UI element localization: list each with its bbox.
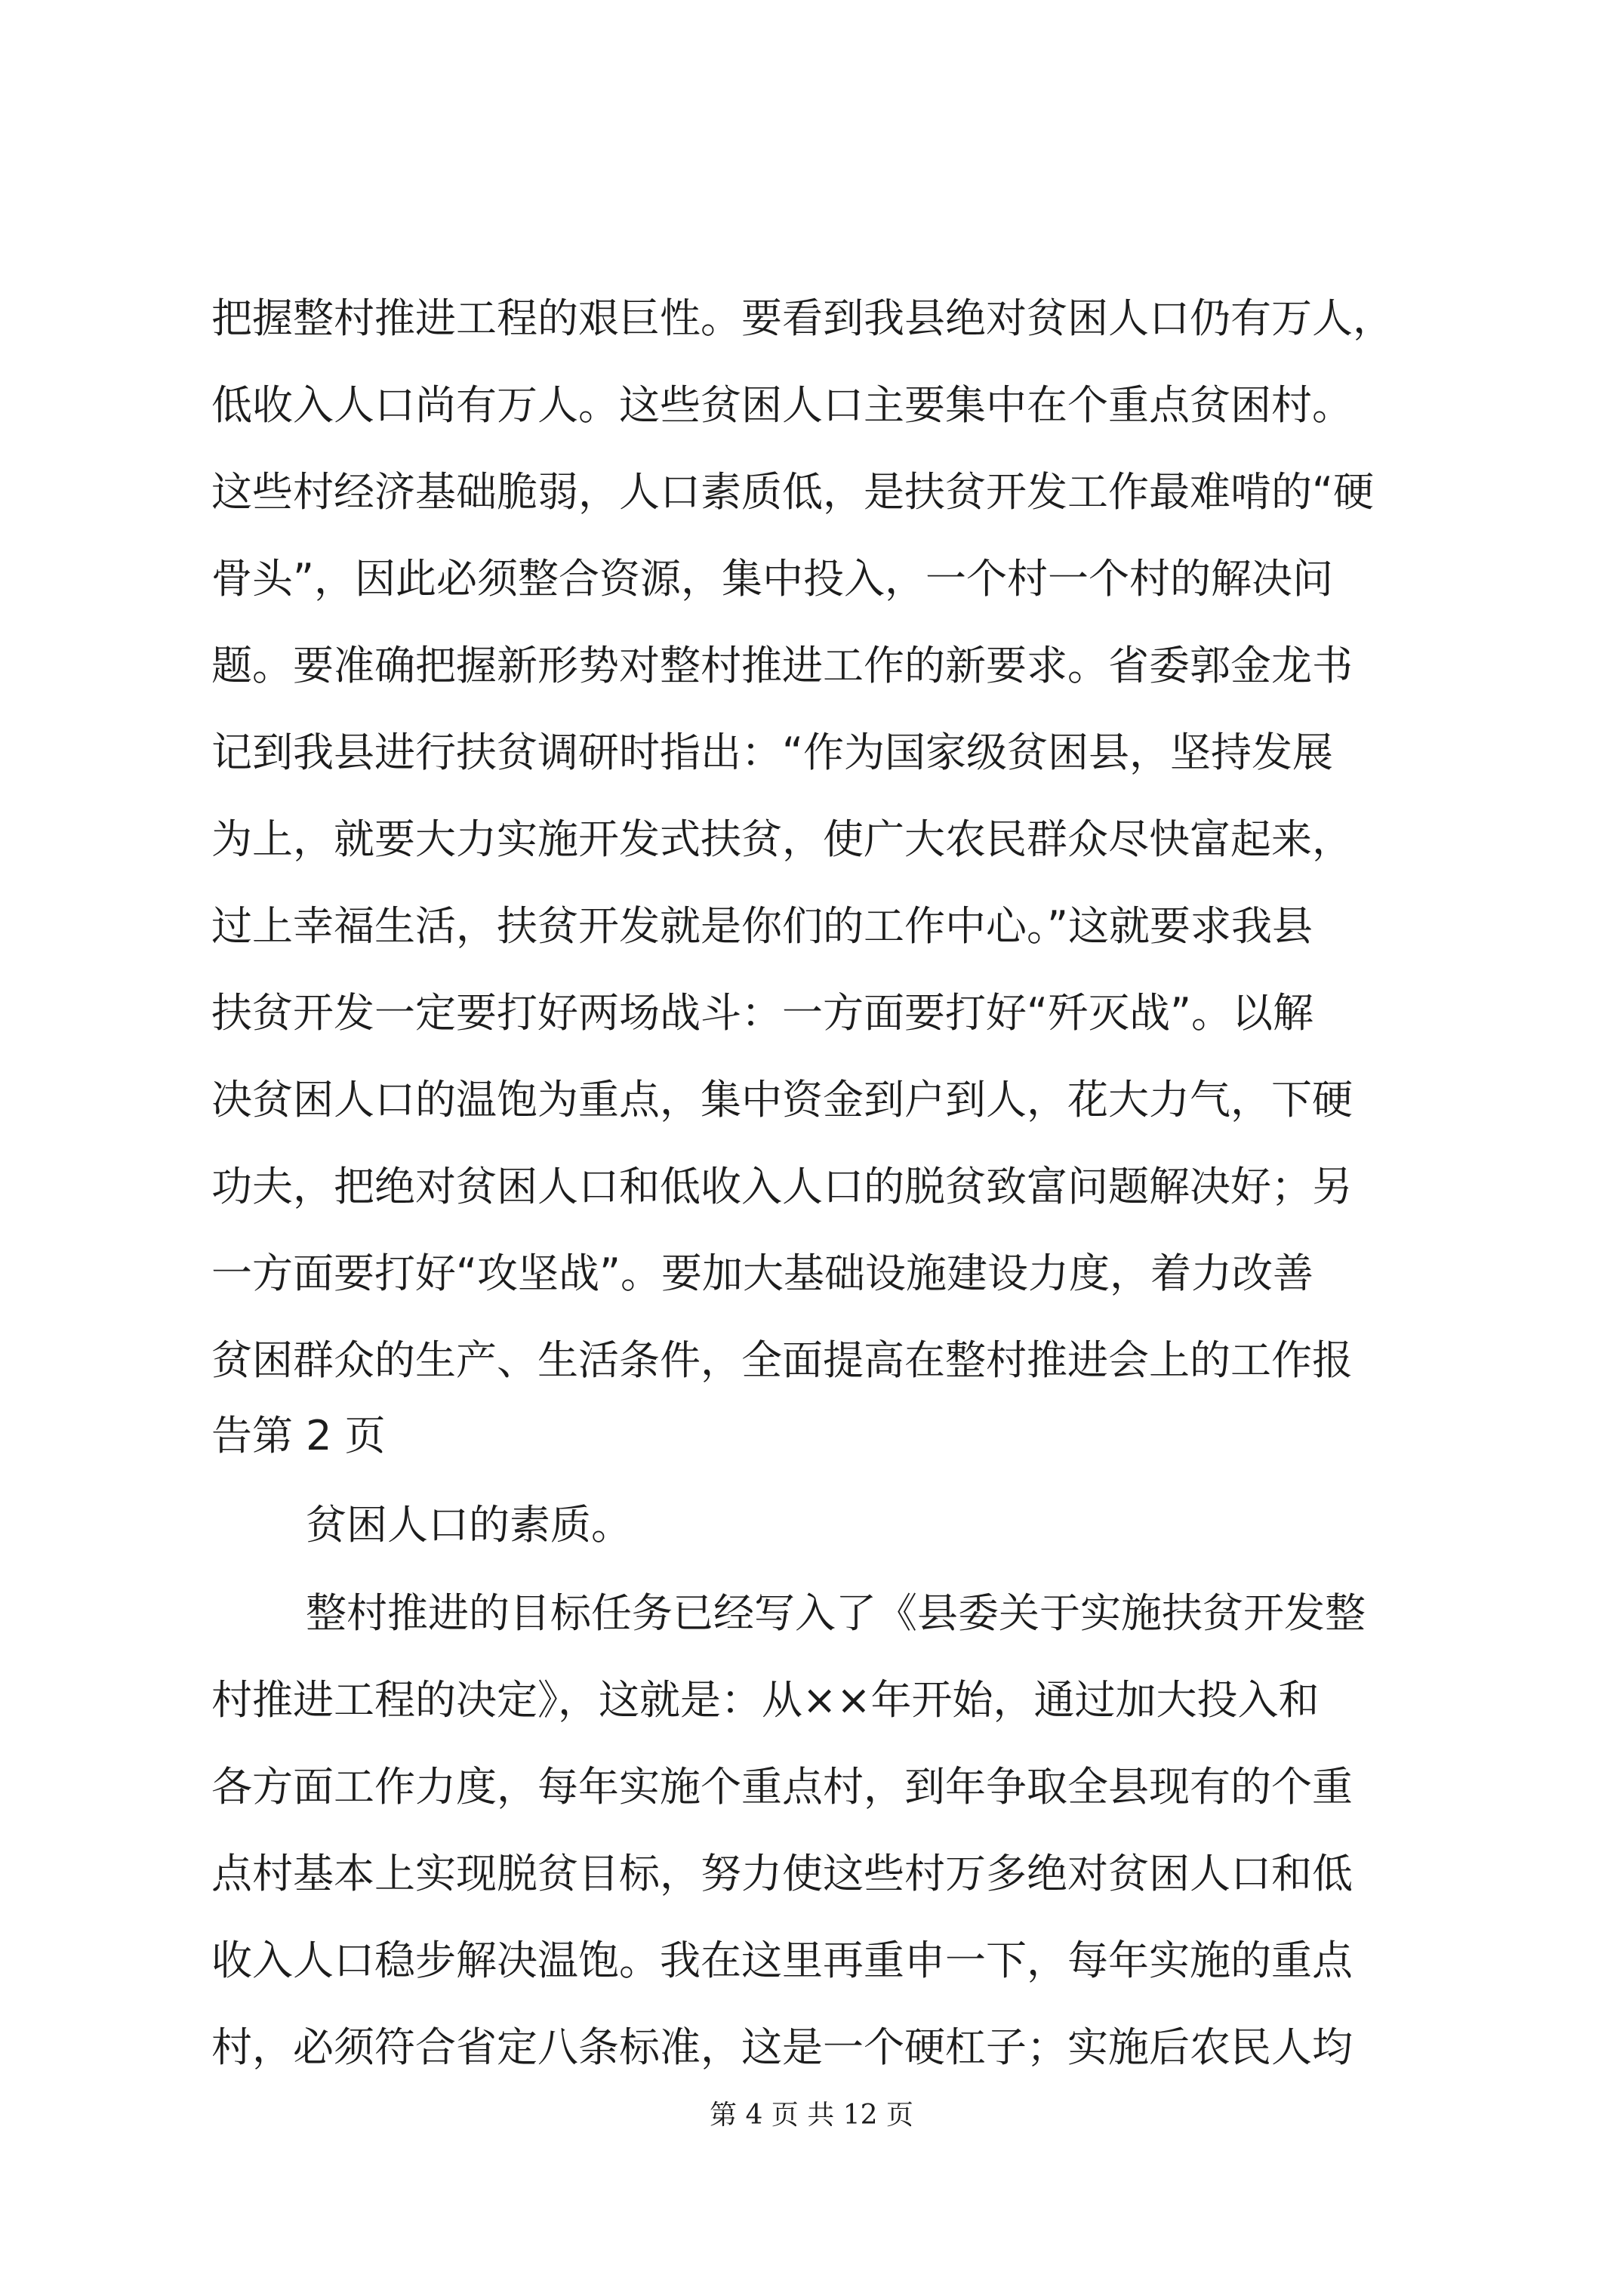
paragraph-first-line: 整村推进的目标任务已经写入了《县委关于实施扶贫开发整	[306, 1589, 1366, 1637]
text-line: 低收入人口尚有万人。这些贫困人口主要集中在个重点贫困村。	[211, 381, 1353, 429]
text-line: 这些村经济基础脆弱，人口素质低，是扶贫开发工作最难啃的“硬	[211, 468, 1374, 516]
text-line: 扶贫开发一定要打好两场战斗：一方面要打好“歼灭战”。以解	[211, 989, 1313, 1037]
text-line: 决贫困人口的温饱为重点，集中资金到户到人，花大力气，下硬	[211, 1076, 1353, 1123]
text-line: 一方面要打好“攻坚战”。要加大基础设施建设力度，着力改善	[211, 1250, 1313, 1297]
text-line: 村，必须符合省定八条标准，这是一个硬杠子；实施后农民人均	[211, 2023, 1353, 2071]
text-line: 骨头”，因此必须整合资源，集中投入，一个村一个村的解决问	[211, 555, 1333, 603]
text-line: 题。要准确把握新形势对整村推进工作的新要求。省委郭金龙书	[211, 642, 1353, 689]
text-line: 贫困群众的生产、生活条件，全面提高在整村推进会上的工作报	[211, 1336, 1353, 1384]
text-line: 点村基本上实现脱贫目标，努力使这些村万多绝对贫困人口和低	[211, 1850, 1353, 1897]
text-line: 过上幸福生活，扶贫开发就是你们的工作中心。”这就要求我县	[211, 902, 1313, 950]
text-line: 把握整村推进工程的艰巨性。要看到我县绝对贫困人口仍有万人，	[211, 294, 1394, 342]
page-footer: 第 4 页 共 12 页	[710, 2100, 913, 2131]
text-line: 村推进工程的决定》，这就是：从××年开始，通过加大投入和	[211, 1676, 1320, 1724]
text-line: 告第 2 页	[211, 1412, 386, 1459]
paragraph-first-line: 贫困人口的素质。	[306, 1501, 632, 1549]
text-line: 收入人口稳步解决温饱。我在这里再重申一下，每年实施的重点	[211, 1937, 1353, 1984]
text-line: 记到我县进行扶贫调研时指出：“作为国家级贫困县，坚持发展	[211, 729, 1333, 776]
text-line: 为上，就要大力实施开发式扶贫，使广大农民群众尽快富起来，	[211, 815, 1353, 863]
text-line: 功夫，把绝对贫困人口和低收入人口的脱贫致富问题解决好；另	[211, 1163, 1353, 1210]
text-line: 各方面工作力度，每年实施个重点村，到年争取全县现有的个重	[211, 1763, 1353, 1811]
